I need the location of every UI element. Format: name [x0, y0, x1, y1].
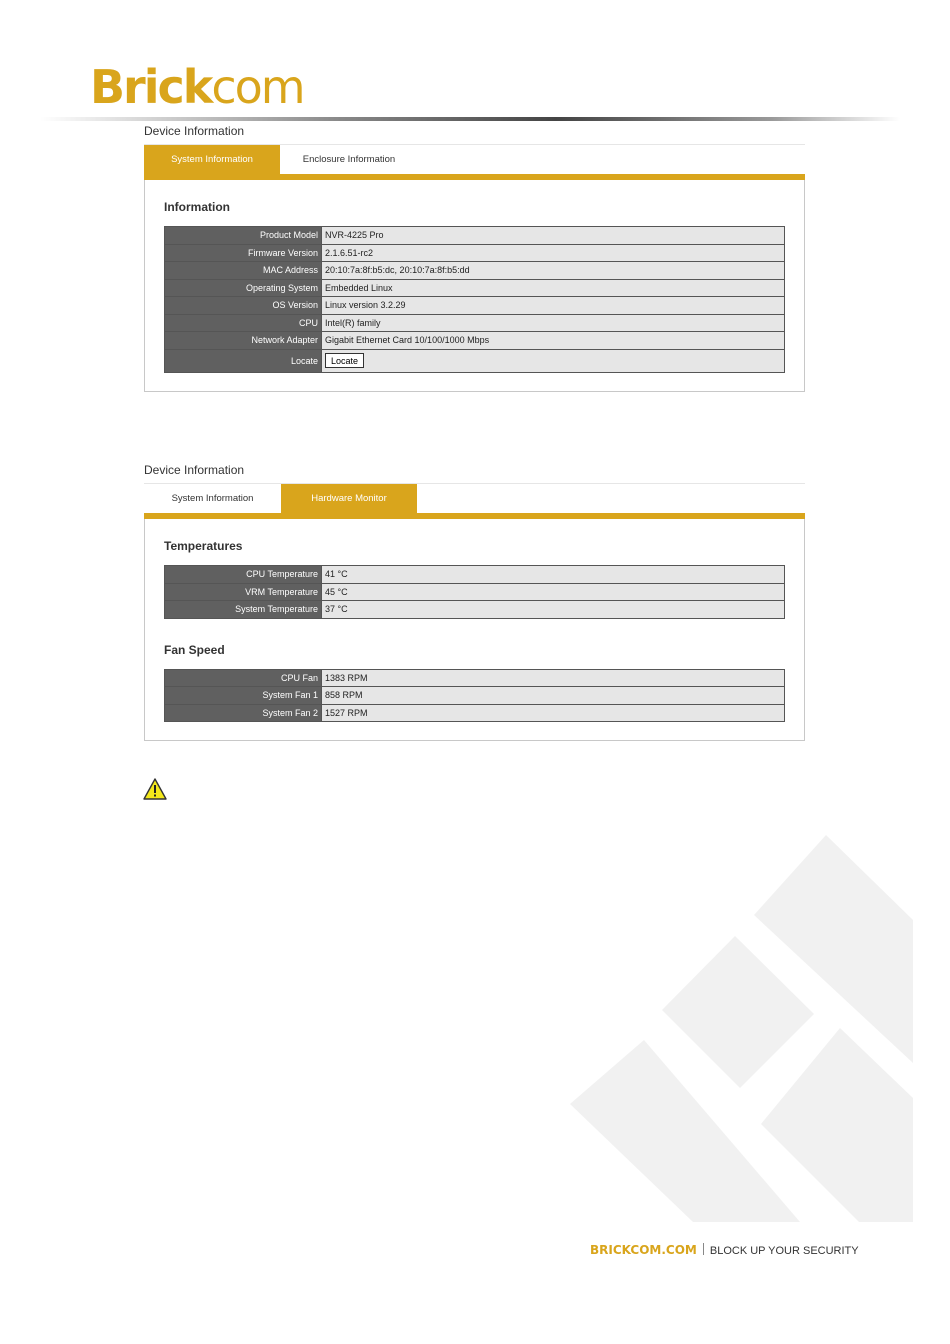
table-row	[165, 566, 785, 584]
table-row	[165, 332, 785, 350]
table-row	[165, 583, 785, 601]
information-table	[164, 226, 785, 373]
table-row	[165, 704, 785, 722]
header-divider	[40, 117, 900, 121]
table-row	[165, 297, 785, 315]
row-label: System Temperature	[165, 601, 322, 619]
table-row	[165, 314, 785, 332]
table-row	[165, 669, 785, 687]
table-row	[165, 262, 785, 280]
table-row	[165, 279, 785, 297]
row-value: Linux version 3.2.29	[322, 297, 785, 315]
row-label: MAC Address	[165, 262, 322, 280]
tab-system-information[interactable]: System Information	[144, 145, 280, 175]
row-value: NVR-4225 Pro	[322, 227, 785, 245]
panel-title: Device Information	[144, 124, 245, 138]
row-value: 1527 RPM	[322, 704, 785, 722]
row-label: CPU Fan	[165, 669, 322, 687]
tab-system-information[interactable]: System Information	[171, 493, 254, 504]
row-label: Locate	[165, 349, 322, 372]
panel-title: Device Information	[144, 463, 245, 477]
row-value: 20:10:7a:8f:b5:dc, 20:10:7a:8f:b5:dd	[322, 262, 785, 280]
row-value: 45 °C	[322, 583, 785, 601]
row-label: VRM Temperature	[165, 583, 322, 601]
device-info-panel-hardware	[144, 463, 805, 741]
row-value: 2.1.6.51-rc2	[322, 244, 785, 262]
table-row	[165, 244, 785, 262]
row-label: Firmware Version	[165, 244, 322, 262]
row-label: System Fan 2	[165, 704, 322, 722]
temperatures-table	[164, 565, 785, 619]
row-value: Gigabit Ethernet Card 10/100/1000 Mbps	[322, 332, 785, 350]
row-label: System Fan 1	[165, 687, 322, 705]
locate-button[interactable]: Locate	[325, 353, 364, 368]
table-row	[165, 227, 785, 245]
row-value: Embedded Linux	[322, 279, 785, 297]
logo-bold-text: Brick	[90, 60, 212, 114]
row-value: 1383 RPM	[322, 669, 785, 687]
panel-body	[144, 180, 805, 392]
background-decoration	[570, 835, 913, 1222]
table-row	[165, 349, 785, 372]
row-label: CPU Temperature	[165, 566, 322, 584]
row-label: CPU	[165, 314, 322, 332]
table-row	[165, 687, 785, 705]
footer-divider	[703, 1243, 704, 1255]
tab-enclosure-information[interactable]: Enclosure Information	[302, 154, 396, 165]
row-value: 37 °C	[322, 601, 785, 619]
row-label: OS Version	[165, 297, 322, 315]
section-title-information: Information	[164, 200, 230, 214]
row-label: Operating System	[165, 279, 322, 297]
tab-bar	[144, 483, 805, 513]
warning-triangle-icon	[143, 778, 167, 800]
row-label: Network Adapter	[165, 332, 322, 350]
row-value: 858 RPM	[322, 687, 785, 705]
row-value: Intel(R) family	[322, 314, 785, 332]
fan-speed-table	[164, 669, 785, 723]
section-title-fan-speed: Fan Speed	[164, 642, 225, 657]
row-label: Product Model	[165, 227, 322, 245]
tab-hardware-monitor[interactable]: Hardware Monitor	[281, 484, 417, 514]
footer-tagline: BLOCK UP YOUR SECURITY	[709, 1245, 859, 1257]
panel-body	[144, 519, 805, 741]
row-value	[322, 349, 785, 372]
device-info-panel-system	[144, 124, 805, 392]
table-row	[165, 601, 785, 619]
row-value: 41 °C	[322, 566, 785, 584]
logo-light-text: com	[211, 60, 304, 114]
section-title-temperatures: Temperatures	[164, 539, 243, 553]
footer	[590, 1243, 859, 1257]
brick-pattern-graphic	[570, 835, 913, 1222]
brickcom-logo	[90, 62, 304, 112]
footer-site-link[interactable]: BRICKCOM.COM	[590, 1243, 697, 1257]
tab-bar	[144, 144, 805, 174]
